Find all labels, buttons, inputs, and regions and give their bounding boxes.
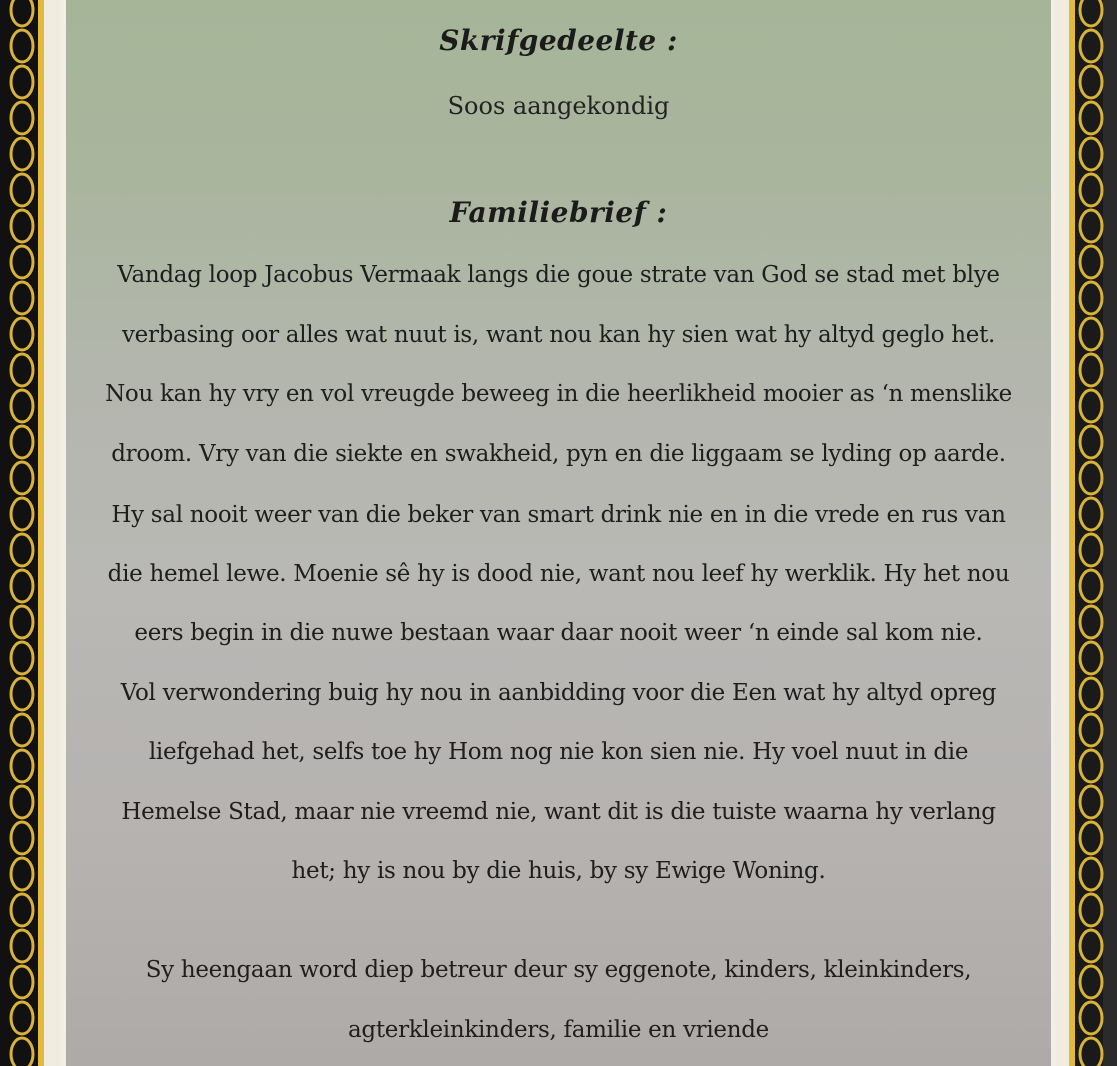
- chain-link: [11, 966, 33, 998]
- chain-link: [11, 714, 33, 746]
- chain-link: [11, 930, 33, 962]
- chain-link: [1080, 714, 1102, 746]
- chain-link: [11, 750, 33, 782]
- chain-link: [1080, 822, 1102, 854]
- chain-link: [1080, 1038, 1102, 1066]
- letter-line: Vandag loop Jacobus Vermaak langs die goue strate van God se stad met blye: [117, 262, 1000, 288]
- chain-link: [1080, 570, 1102, 602]
- chain-link: [11, 1038, 33, 1066]
- chain-link: [11, 66, 33, 98]
- letter-line: Hemelse Stad, maar nie vreemd nie, want dit is die tuiste waarna hy verlang: [121, 799, 996, 825]
- chain-link: [1080, 282, 1102, 314]
- chain-link: [11, 642, 33, 674]
- chain-link: [11, 426, 33, 458]
- chain-link: [1080, 66, 1102, 98]
- scripture-text: Soos aangekondig: [447, 92, 670, 120]
- chain-link: [11, 1002, 33, 1034]
- chain-link: [11, 282, 33, 314]
- chain-link: [1080, 930, 1102, 962]
- letter-line: Hy sal nooit weer van die beker van smart drink nie en in die vrede en rus van: [111, 502, 1006, 528]
- chain-link: [11, 174, 33, 206]
- mourning-line: Sy heengaan word diep betreur deur sy eggenote, kinders, kleinkinders,: [145, 957, 972, 983]
- chain-link: [11, 606, 33, 638]
- chain-link: [1080, 534, 1102, 566]
- chain-link: [11, 354, 33, 386]
- chain-link: [1080, 966, 1102, 998]
- chain-link: [1080, 642, 1102, 674]
- chain-link: [1080, 894, 1102, 926]
- scripture-heading: Skrifgedeelte :: [439, 24, 678, 57]
- chain-link: [1080, 678, 1102, 710]
- chain-link: [1080, 210, 1102, 242]
- chain-link: [1080, 102, 1102, 134]
- chain-link: [1080, 174, 1102, 206]
- decorative-chain-border-right: [1055, 0, 1117, 1066]
- chain-link: [1080, 354, 1102, 386]
- chain-link: [11, 102, 33, 134]
- chain-link: [1080, 390, 1102, 422]
- chain-link: [11, 210, 33, 242]
- chain-link: [1080, 462, 1102, 494]
- chain-link: [11, 498, 33, 530]
- letter-line: Nou kan hy vry en vol vreugde beweeg in die heerlikheid mooier as ‘n menslike: [105, 381, 1012, 407]
- chain-link: [1080, 30, 1102, 62]
- chain-link: [1080, 426, 1102, 458]
- chain-link: [11, 318, 33, 350]
- chain-link: [11, 858, 33, 890]
- chain-link: [11, 894, 33, 926]
- mourning-line: agterkleinkinders, familie en vriende: [348, 1017, 769, 1043]
- chain-link: [1080, 606, 1102, 638]
- chain-link: [11, 534, 33, 566]
- family-letter-heading: Familiebrief :: [449, 196, 668, 229]
- chain-link: [11, 30, 33, 62]
- chain-link: [11, 0, 33, 26]
- chain-link: [1080, 786, 1102, 818]
- chain-link: [1080, 318, 1102, 350]
- letter-line: liefgehad het, selfs toe hy Hom nog nie kon sien nie. Hy voel nuut in die: [148, 739, 969, 765]
- chain-link: [1080, 858, 1102, 890]
- decorative-chain-border-left: [0, 0, 62, 1066]
- letter-line: het; hy is nou by die huis, by sy Ewige Woning.: [291, 858, 826, 884]
- letter-line: die hemel lewe. Moenie sê hy is dood nie, want nou leef hy werklik. Hy het nou: [107, 561, 1010, 587]
- chain-link: [11, 786, 33, 818]
- chain-link: [1080, 0, 1102, 26]
- chain-link: [1080, 1002, 1102, 1034]
- chain-link: [11, 570, 33, 602]
- chain-link: [1080, 138, 1102, 170]
- chain-link: [11, 462, 33, 494]
- letter-line: droom. Vry van die siekte en swakheid, pyn en die liggaam se lyding op aarde.: [111, 441, 1006, 467]
- chain-link: [11, 138, 33, 170]
- chain-link: [11, 822, 33, 854]
- letter-line: eers begin in die nuwe bestaan waar daar nooit weer ‘n einde sal kom nie.: [134, 620, 983, 646]
- chain-link: [11, 678, 33, 710]
- gold-chain-icon: [0, 0, 62, 1066]
- chain-link: [11, 390, 33, 422]
- letter-line: Vol verwondering buig hy nou in aanbidding voor die Een wat hy altyd opreg: [120, 680, 997, 706]
- obituary-panel: [62, 0, 1055, 1066]
- chain-link: [1080, 246, 1102, 278]
- chain-link: [1080, 498, 1102, 530]
- chain-link: [11, 246, 33, 278]
- gold-chain-icon: [1055, 0, 1117, 1066]
- chain-link: [1080, 750, 1102, 782]
- letter-line: verbasing oor alles wat nuut is, want nou kan hy sien wat hy altyd geglo het.: [121, 322, 996, 348]
